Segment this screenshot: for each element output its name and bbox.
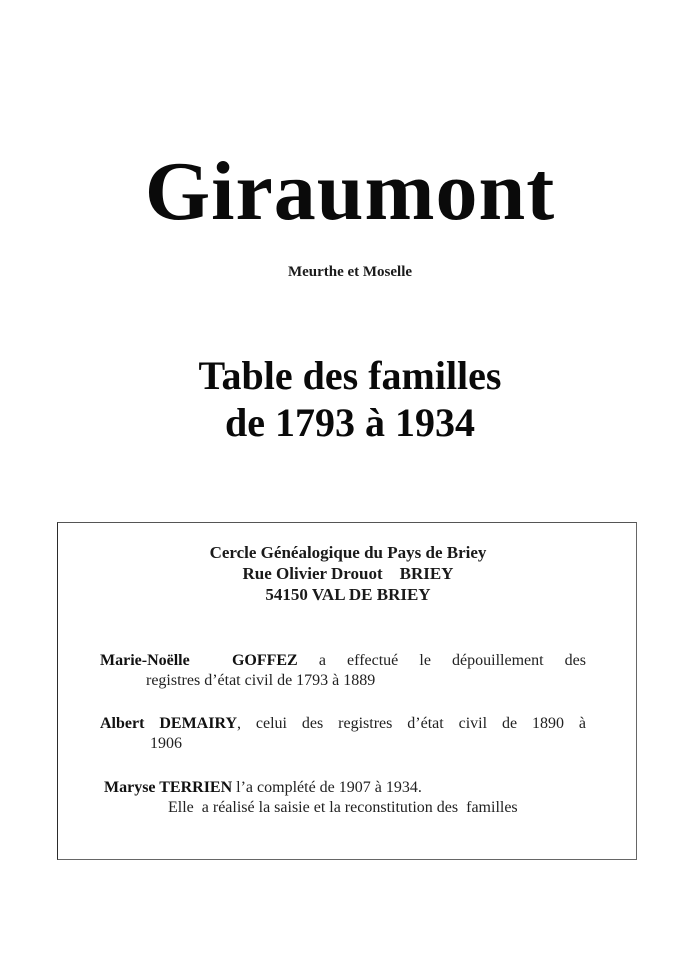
contributor-text: a effectué le dépouillement des — [297, 652, 586, 669]
contributor-paragraph — [100, 651, 586, 691]
document-heading — [0, 352, 700, 446]
contributor-text: l’a complété de 1907 à 1934. — [232, 779, 422, 796]
organization-city: 54150 VAL DE BRIEY — [265, 585, 431, 604]
document-title: Giraumont — [144, 145, 556, 238]
contributor-line-2: Elle a réalisé la saisie et la reconstitution des familles — [168, 799, 518, 816]
contributor-name: Maryse TERRIEN — [104, 779, 233, 796]
document-subtitle: Meurthe et Moselle — [287, 264, 413, 280]
contributor-line-2: 1906 — [150, 735, 182, 752]
contributor-line-1 — [100, 714, 586, 734]
contributor-text: , celui des registres d’état civil de 1890 à — [237, 715, 586, 732]
contributor-line-1 — [104, 778, 590, 798]
organization-name: Cercle Généalogique du Pays de Briey — [209, 543, 487, 562]
credits-box — [57, 522, 637, 860]
heading-line-2: de 1793 à 1934 — [225, 400, 475, 445]
organization-block — [58, 542, 638, 605]
contributor-name: Albert DEMAIRY — [100, 715, 237, 732]
organization-street: Rue Olivier Drouot BRIEY — [242, 564, 454, 583]
contributor-line-1 — [100, 651, 586, 671]
contributor-line-2: registres d’état civil de 1793 à 1889 — [146, 672, 376, 689]
contributor-paragraph — [100, 714, 586, 754]
contributor-name: Marie-Noëlle GOFFEZ — [100, 652, 298, 669]
contributor-paragraph — [104, 778, 590, 818]
heading-line-1: Table des familles — [198, 353, 502, 398]
